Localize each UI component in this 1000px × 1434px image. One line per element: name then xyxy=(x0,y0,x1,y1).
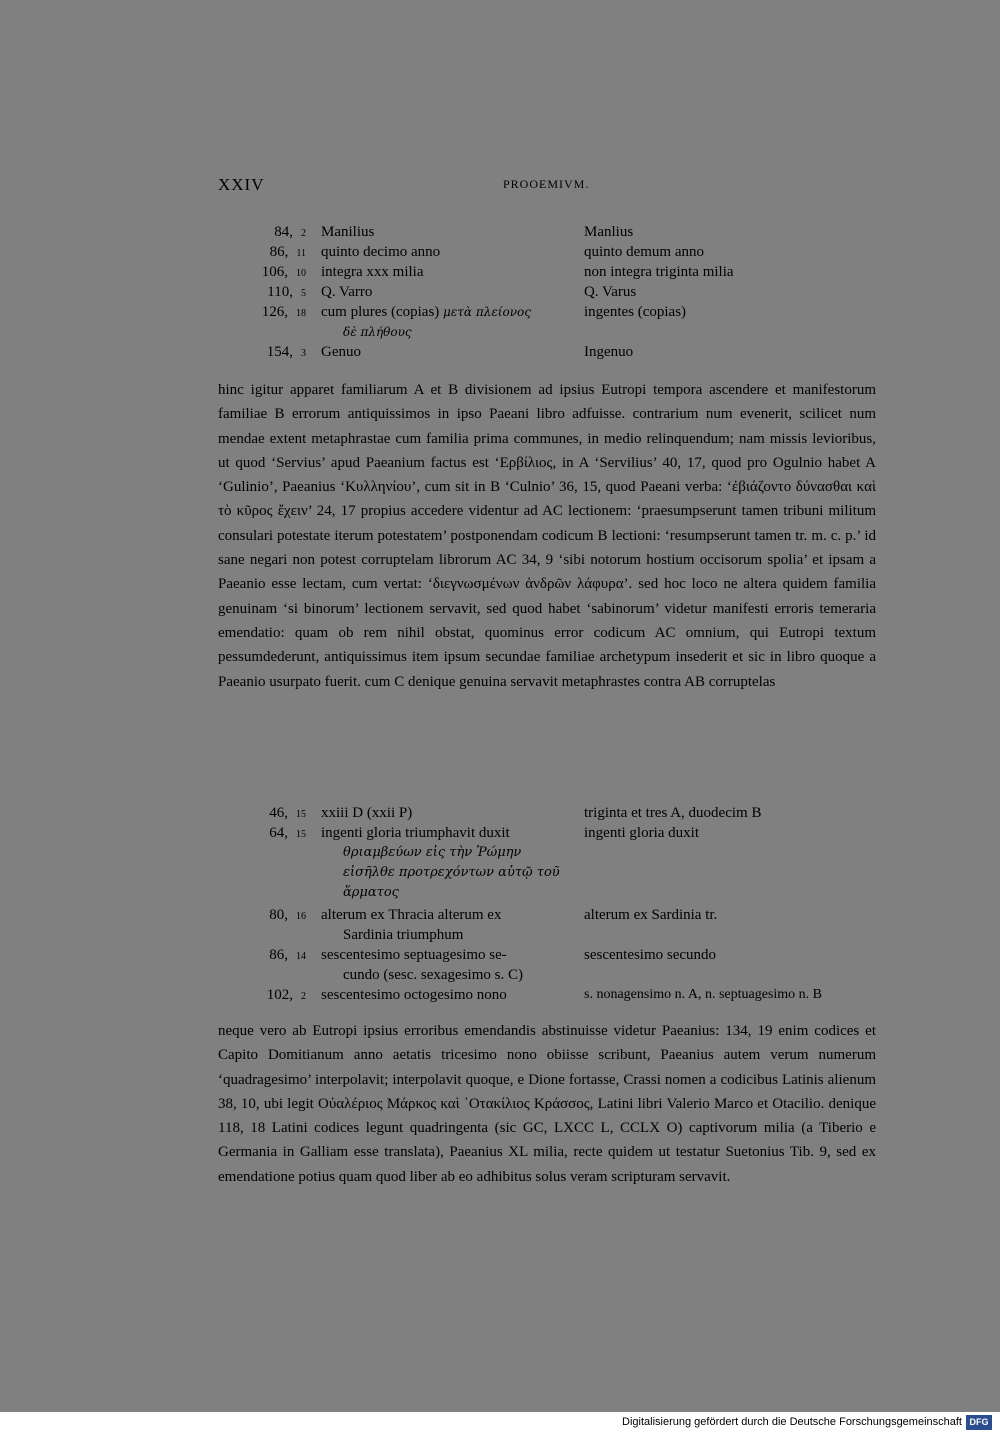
row-left-reading: sescentesimo septuagesimo se- cundo (sesc. sexagesimo s. C) xyxy=(321,947,523,983)
row-left-reading: sescentesimo octogesimo nono xyxy=(321,987,507,1003)
row-right-reading: Q. Varus xyxy=(584,284,637,300)
digitization-footer xyxy=(0,1412,1000,1434)
row-right-reading: non integra triginta milia xyxy=(584,264,734,280)
row-reference: 102, 2 xyxy=(266,987,306,1003)
body-paragraph-1: hinc igitur apparet familiarum A et B divisionem ad ipsius Eutropi tempora ascendere et manifestorum familiae B errorum antiquissimos in ipso Paeani libro adfuisse. contrarium num evenerit, scilicet num mendae extent metaphrastae cum familia prima communes, in medio relinquendum; nam missis levioribus, ut quod ‘Servius’ apud Paeanium factus est ‘Ερβίλιος, in A ‘Servilius’ 40, 17, quod pro Ogulnio habet A ‘Gulinio’, Paeanius ‘Κυλληνίου’, cum sit in B ‘Culnio’ 36, 15, quod Paeani verba: ‘ἐβιάζοντο δύνασθαι καὶ τὸ κῦρος ἔχειν’ 24, 17 propius accedere videntur ad AC lectionem: ‘praesumpserunt tamen tribuni militum consulari potestate iterum potestatem’ postponendam codicum B lectioni: ‘resumpserunt tamen tr. m. c. p.’ id sane negari non potest corruptelam librorum AC 34, 9 ‘sibi notorum hostium occisorum spolia’ et ipsam a Paeanio esse lectam, cum vertat: ‘διεγνωσμένων ἀνδρῶν λάφυρα’. sed hoc loco ne altera quidem familia genuinam ‘si binorum’ lectionem servavit, sed quod habet ‘sabinorum’ videtur manifesti erroris temeraria emendatio: quam ob rem nihil obstat, quominus error codicum AC omnium, qui Eutropi textum pessumdederunt, antiquissimus item ipsum secundae familiae archetypum insederit et sic in libro quoque a Paeanio usurpato fuerit. cum C denique genuina servavit metaphrastes contra AB corruptelas xyxy=(218,382,876,690)
table-row xyxy=(218,803,878,823)
row-right-reading: Ingenuo xyxy=(584,344,634,360)
row-right-reading: Manlius xyxy=(584,224,634,240)
table-row xyxy=(218,282,878,302)
row-right-reading: s. nonagensimo n. A, n. septuagesimo n. B xyxy=(584,987,822,1002)
page-header xyxy=(218,175,878,199)
row-left-reading: xxiii D (xxii P) xyxy=(321,805,413,821)
row-reference: 110, 5 xyxy=(267,284,306,300)
row-reference: 106, 10 xyxy=(261,264,306,280)
row-right-reading: sescentesimo secundo xyxy=(584,947,717,963)
variant-table-1 xyxy=(218,222,878,362)
row-reference: 84, 2 xyxy=(274,224,306,240)
running-head: PROOEMIVM. xyxy=(503,177,590,191)
row-reference: 86, 14 xyxy=(269,947,306,963)
table-row xyxy=(218,222,878,242)
table-row xyxy=(218,985,878,1005)
table-row xyxy=(218,823,878,905)
row-reference: 86, 11 xyxy=(269,244,306,260)
table-row xyxy=(218,262,878,282)
row-right-reading: ingenti gloria duxit xyxy=(584,825,699,841)
funding-credit: Digitalisierung gefördert durch die Deutsche Forschungsgemeinschaft xyxy=(622,1416,962,1428)
greek-text: μετὰ πλείονος xyxy=(443,305,531,319)
row-reference: 80, 16 xyxy=(269,907,306,923)
row-right-reading: ingentes (copias) xyxy=(584,304,687,320)
row-left-reading: ingenti gloria triumphavit duxit θριαμβεύων εἰς τὴν Ῥώμην εἰσῆλθε προτρεχόντων αὐτῷ τοῦ ἅρματος xyxy=(321,823,571,903)
row-left-reading: Genuo xyxy=(321,344,361,360)
table-row xyxy=(218,342,878,362)
variant-table-2 xyxy=(218,803,878,1005)
row-left-reading: Manilius xyxy=(321,224,375,240)
table-row xyxy=(218,905,878,945)
table-row xyxy=(218,242,878,262)
row-right-reading: triginta et tres A, duodecim B xyxy=(584,805,762,821)
greek-text: δὲ πλήθους xyxy=(343,325,412,339)
dfg-logo-icon: DFG xyxy=(966,1415,992,1430)
row-left-reading: integra xxx milia xyxy=(321,264,424,280)
row-reference: 46, 15 xyxy=(269,805,306,821)
table-row xyxy=(218,945,878,985)
greek-text: θριαμβεύων εἰς τὴν Ῥώμην εἰσῆλθε προτρεχόντων αὐτῷ τοῦ ἅρματος xyxy=(343,845,560,900)
table-row xyxy=(218,302,878,342)
row-reference: 64, 15 xyxy=(269,825,306,841)
row-left-reading: quinto decimo anno xyxy=(321,244,441,260)
row-right-reading: alterum ex Sardinia tr. xyxy=(584,907,718,923)
row-right-reading: quinto demum anno xyxy=(584,244,704,260)
page-number: XXIV xyxy=(218,175,265,194)
row-left-reading: Q. Varro xyxy=(321,284,373,300)
row-reference: 126, 18 xyxy=(261,304,306,320)
row-left-reading: alterum ex Thracia alterum ex Sardinia triumphum xyxy=(321,907,502,943)
row-left-reading: cum plures (copias) μετὰ πλείονος δὲ πλήθους xyxy=(321,302,581,342)
row-reference: 154, 3 xyxy=(266,344,306,360)
body-paragraph-2: neque vero ab Eutropi ipsius erroribus emendandis abstinuisse videtur Paeanius: 134, 19 enim codices et Capito Domitianum anno aetatis tricesimo nono obiisse scribunt, Paeanius autem verum numerum ‘quadragesimo’ interpolavit; interpolavit quoque, e Dione fortasse, Crassi nomen a codicibus Latinis alienum 38, 10, ubi legit Οὐαλέριος Μάρκος καὶ ᾽Οτακίλιος Κράσσος, Latini libri Valerio Marco et Otacilio. denique 118, 18 Latini codices legunt quadringenta (sic GC, LXCC L, CCLX O) captivorum milia (a Tiberio e Germania in Galliam esse translata), Paeanius XL milia, recte quidem ut testatur Suetonius Tib. 9, sed ex emendatione potius quam quod liber ab eo adhibitus solus veram scripturam servavit. xyxy=(218,1023,876,1185)
